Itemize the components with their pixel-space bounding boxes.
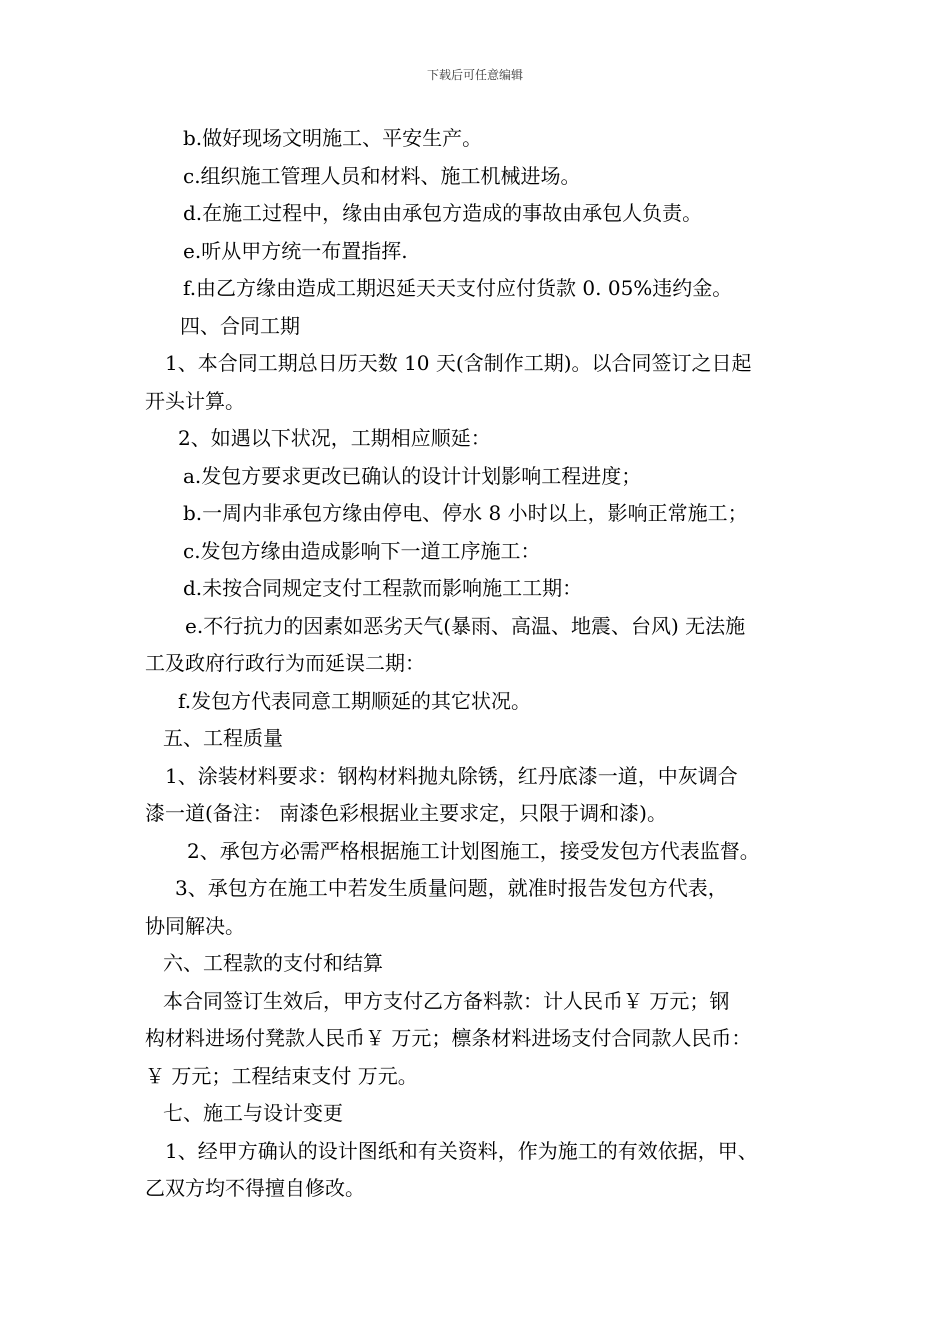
text-line: 本合同签订生效后，甲方支付乙方备料款：计人民币￥ 万元；钢 — [163, 988, 730, 1013]
page-header: 下载后可任意编辑 — [426, 68, 523, 82]
text-line: e.不行抗力的因素如恶劣天气(暴雨、高温、地震、台风) 无法施 — [185, 613, 746, 638]
text-line: e.听从甲方统一布置指挥. — [183, 238, 408, 263]
text-line: d.未按合同规定支付工程款而影响施工工期： — [183, 576, 583, 600]
text-line: ￥ 万元；工程结束支付 万元。 — [145, 1063, 418, 1088]
text-line: 2、承包方必需严格根据施工计划图施工，接受发包方代表监督。 — [187, 838, 760, 863]
text-line: a.发包方要求更改已确认的设计计划影响工程进度； — [183, 463, 642, 488]
text-line: 2、如遇以下状况，工期相应顺延： — [178, 426, 491, 450]
text-line: 1、涂装材料要求：钢构材料抛丸除锈，红丹底漆一道，中灰调合 — [165, 763, 738, 788]
text-line: 漆一道(备注： 南漆色彩根据业主要求定，只限于调和漆)。 — [145, 801, 667, 825]
text-line: b.做好现场文明施工、平安生产。 — [183, 126, 483, 150]
text-line: 工及政府行政行为而延误二期： — [145, 651, 425, 675]
text-line: f.发包方代表同意工期顺延的其它状况。 — [178, 688, 532, 713]
text-line: 1、本合同工期总日历天数 10 天(含制作工期)。以合同签订之日起 — [165, 351, 752, 375]
text-line: b.一周内非承包方缘由停电、停水 8 小时以上，影响正常施工； — [183, 501, 748, 525]
text-line: c.发包方缘由造成影响下一道工序施工： — [183, 538, 541, 563]
section-heading: 七、施工与设计变更 — [163, 1101, 343, 1125]
text-line: 构材料进场付凳款人民币￥ 万元；檩条材料进场支付合同款人民币： — [145, 1026, 752, 1050]
text-line: 协同解决。 — [145, 913, 245, 938]
text-line: f.由乙方缘由造成工期迟延天天支付应付货款 0. 05%违约金。 — [183, 276, 733, 300]
text-line: d.在施工过程中，缘由由承包方造成的事故由承包人负责。 — [183, 201, 703, 225]
text-line: c.组织施工管理人员和材料、施工机械进场。 — [183, 163, 581, 188]
text-line: 乙双方均不得擅自修改。 — [145, 1176, 365, 1200]
document-body — [145, 120, 825, 1208]
text-line: 3、承包方在施工中若发生质量问题，就准时报告发包方代表， — [175, 876, 728, 900]
section-heading: 六、工程款的支付和结算 — [163, 951, 383, 975]
section-heading: 四、合同工期 — [180, 313, 300, 338]
text-line: 1、经甲方确认的设计图纸和有关资料，作为施工的有效依据，甲、 — [165, 1138, 758, 1163]
section-heading: 五、工程质量 — [163, 726, 283, 750]
text-line: 开头计算。 — [145, 388, 245, 413]
